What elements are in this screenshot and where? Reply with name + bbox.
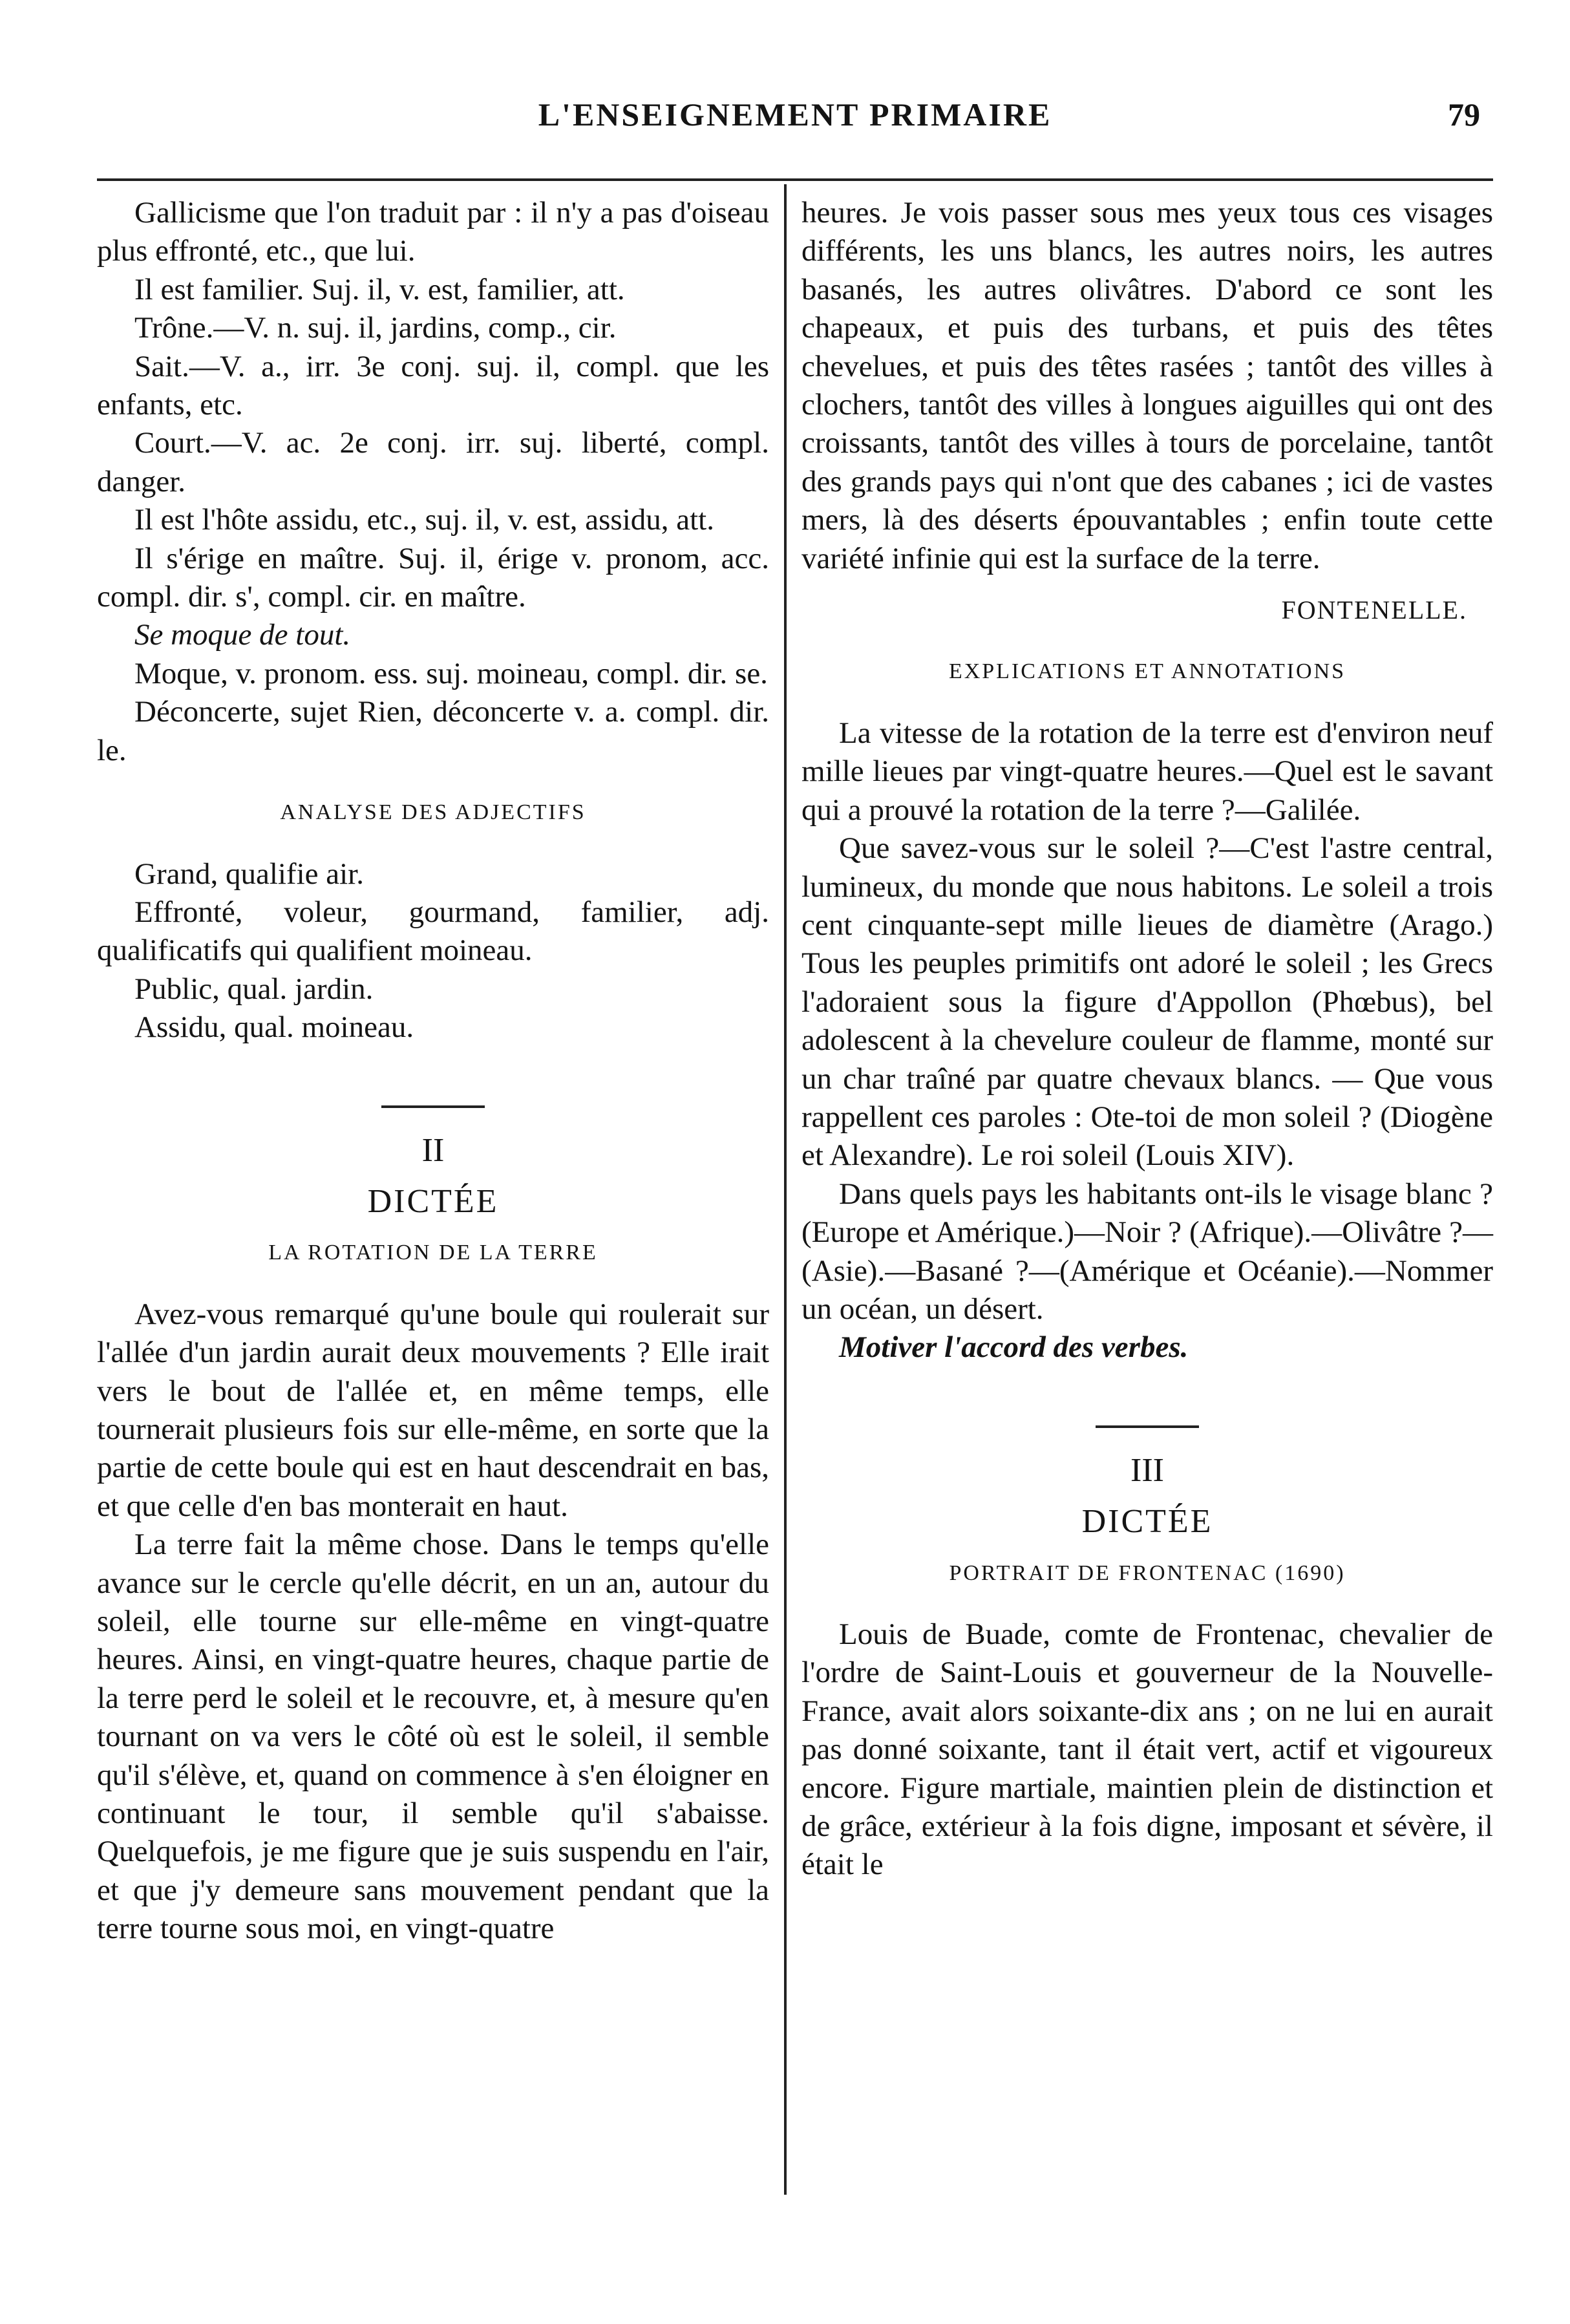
paragraph: Dans quels pays les habitants ont-ils le visage blanc ? (Europe et Amérique.)—Noir ? (Afrique).—Olivâtre ?—(Asie).—Basané ?—(Amérique et Océanie).—Nommer un océan, un désert. xyxy=(801,1177,1493,1326)
paragraph: Motiver l'accord des verbes. xyxy=(839,1330,1189,1365)
dictee-heading: DICTÉE xyxy=(1081,1503,1213,1540)
author-signature: FONTENELLE. xyxy=(1281,595,1467,625)
dictee-heading: DICTÉE xyxy=(367,1182,499,1220)
running-head xyxy=(97,96,1493,154)
paragraph: Trône.—V. n. suj. il, jardins, comp., cir. xyxy=(134,311,617,345)
paragraph: Il est familier. Suj. il, v. est, familier, att. xyxy=(134,272,625,306)
paragraph: Il est l'hôte assidu, etc., suj. il, v. est, assidu, att. xyxy=(134,503,714,537)
paragraph: Déconcerte, sujet Rien, déconcerte v. a. compl. dir. le. xyxy=(97,695,769,767)
paragraph: Assidu, qual. moineau. xyxy=(134,1010,414,1045)
running-title: L'ENSEIGNEMENT PRIMAIRE xyxy=(538,96,1052,133)
paragraph: Se moque de tout. xyxy=(134,618,351,652)
section-heading: ANALYSE DES ADJECTIFS xyxy=(280,800,586,825)
paragraph: Sait.—V. a., irr. 3e conj. suj. il, compl. que les enfants, etc. xyxy=(97,349,769,422)
paragraph: Avez-vous remarqué qu'une boule qui roulerait sur l'allée d'un jardin aurait deux mouvements ? Elle irait vers le bout de l'allée et, en même temps, elle tournerait plusieurs fois sur elle-même, en sorte que la partie de cette boule qui est en haut descendrait en bas, et que celle d'en bas monterait en haut. xyxy=(97,1297,769,1523)
dictee-title: LA ROTATION DE LA TERRE xyxy=(268,1241,598,1265)
paragraph: Que savez-vous sur le soleil ?—C'est l'astre central, lumineux, du monde que nous habitons. Le soleil a trois cent cinquante-sept mille lieues de diamètre (Arago.) Tous les peuples primitifs ont adoré le soleil ; les Grecs l'adoraient sous la figure d'Appollon (Phœbus), bel adolescent à la chevelure couleur de flamme, monté sur un char traîné par quatre chevaux blancs. — Que vous rappellent ces paroles : Ote-toi de mon soleil ? (Diogène et Alexandre). Le roi soleil (Louis XIV). xyxy=(801,831,1493,1173)
page-number: 79 xyxy=(1448,96,1480,133)
header-rule xyxy=(97,178,1493,181)
paragraph: Effronté, voleur, gourmand, familier, adj. qualificatifs qui qualifient moineau. xyxy=(97,895,769,968)
paragraph: Court.—V. ac. 2e conj. irr. suj. liberté, compl. danger. xyxy=(97,426,769,498)
column-divider xyxy=(784,184,787,2195)
left-column xyxy=(97,194,769,1948)
dictee-title: PORTRAIT DE FRONTENAC (1690) xyxy=(949,1561,1346,1585)
right-column xyxy=(801,194,1493,1884)
paragraph: Louis de Buade, comte de Frontenac, chevalier de l'ordre de Saint-Louis et gouverneur de la Nouvelle-France, avait alors soixante-dix ans ; on ne lui en aurait pas donné soixante, tant il était vert, actif et vigoureux encore. Figure martiale, maintien plein de distinction et de grâce, extérieur à la fois digne, imposant et sévère, il était le xyxy=(801,1617,1493,1882)
paragraph: La terre fait la même chose. Dans le temps qu'elle avance sur le cercle qu'elle décrit, en un an, autour du soleil, elle tourne sur elle-même en vingt-quatre heures. Ainsi, en vingt-quatre heures, chaque partie de la terre perd le soleil et le recouvre, et, à mesure qu'en tournant on va vers le côté où est le soleil, il semble qu'il s'élève, et, quand on commence à s'en éloigner en continuant le tour, il semble qu'il s'abaisse. Quelquefois, je me figure que je suis suspendu en l'air, et que j'y demeure sans mouvement pendant que la terre tourne sous moi, en vingt-quatre xyxy=(97,1528,769,1946)
paragraph: Gallicisme que l'on traduit par : il n'y a pas d'oiseau plus effronté, etc., que lui. xyxy=(97,196,769,268)
section-heading: EXPLICATIONS ET ANNOTATIONS xyxy=(948,659,1346,684)
section-number: III xyxy=(1130,1451,1164,1489)
paragraph: Grand, qualifie air. xyxy=(134,857,364,891)
paragraph: heures. Je vois passer sous mes yeux tous ces visages différents, les uns blancs, les autres noirs, les autres basanés, les autres olivâtres. D'abord ce sont les chapeaux, et puis des turbans, et puis des têtes chevelues, et puis des têtes rasées ; tantôt des villes à clochers, tantôt des villes à longues aiguilles qui ont des croissants, tantôt des villes à tours de porcelaine, tantôt des grands pays qui n'ont que des cabanes ; ici de vastes mers, là des déserts épouvantables ; enfin toute cette variété infinie qui est la surface de la terre. xyxy=(801,196,1493,575)
paragraph: Il s'érige en maître. Suj. il, érige v. pronom, acc. compl. dir. s', compl. cir. en maître. xyxy=(97,541,769,614)
section-number: II xyxy=(421,1131,445,1169)
paragraph: La vitesse de la rotation de la terre est d'environ neuf mille lieues par vingt-quatre heures.—Quel est le savant qui a prouvé la rotation de la terre ?—Galilée. xyxy=(801,716,1493,827)
paragraph: Moque, v. pronom. ess. suj. moineau, compl. dir. se. xyxy=(134,656,768,690)
paragraph: Public, qual. jardin. xyxy=(134,972,374,1006)
